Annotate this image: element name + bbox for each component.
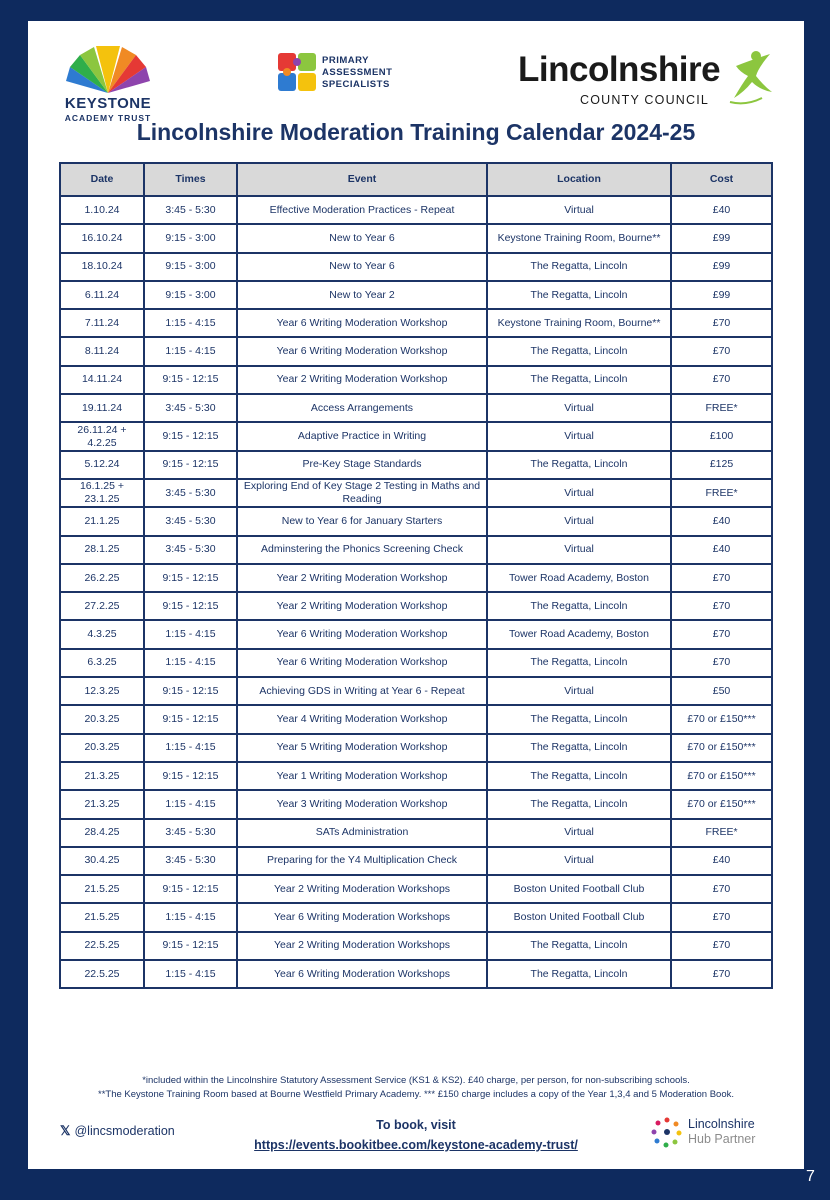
table-row xyxy=(60,932,772,960)
cell-event: Year 5 Writing Moderation Workshop xyxy=(237,734,487,762)
pas-line-1: PRIMARY xyxy=(322,55,369,66)
cell-times: 3:45 - 5:30 xyxy=(144,196,237,224)
table-row xyxy=(60,790,772,818)
hub-dots-icon xyxy=(650,1115,684,1149)
footnote-1: *included within the Lincolnshire Statutory Assessment Service (KS1 & KS2). £40 charge, per person, for non-subscribing schools. xyxy=(142,1075,690,1086)
table-row xyxy=(60,705,772,733)
cell-location: The Regatta, Lincoln xyxy=(487,734,671,762)
cell-location: Boston United Football Club xyxy=(487,903,671,931)
cell-location: Virtual xyxy=(487,677,671,705)
cell-date: 5.12.24 xyxy=(60,451,144,479)
cell-event: Year 6 Writing Moderation Workshop xyxy=(237,337,487,365)
page-title: Lincolnshire Moderation Training Calendar 2024-25 xyxy=(136,119,696,145)
cell-event: Year 4 Writing Moderation Workshop xyxy=(237,705,487,733)
cell-location: Tower Road Academy, Boston xyxy=(487,620,671,648)
cell-location: Virtual xyxy=(487,536,671,564)
cell-date: 30.4.25 xyxy=(60,847,144,875)
cell-location: Virtual xyxy=(487,196,671,224)
cell-cost: £70 xyxy=(671,932,772,960)
cell-location: The Regatta, Lincoln xyxy=(487,366,671,394)
cell-cost: £40 xyxy=(671,536,772,564)
cell-event: Year 6 Writing Moderation Workshops xyxy=(237,960,487,988)
cell-times: 9:15 - 12:15 xyxy=(144,422,237,450)
keystone-name: KEYSTONE xyxy=(64,95,152,112)
lcc-subtitle: COUNTY COUNCIL xyxy=(580,93,710,107)
keystone-logo xyxy=(58,43,158,123)
cell-location: The Regatta, Lincoln xyxy=(487,253,671,281)
cell-location: The Regatta, Lincoln xyxy=(487,762,671,790)
cell-times: 1:15 - 4:15 xyxy=(144,734,237,762)
header-location: Location xyxy=(487,163,671,196)
cell-cost: £70 xyxy=(671,649,772,677)
cell-cost: £100 xyxy=(671,422,772,450)
cell-location: Virtual xyxy=(487,394,671,422)
cell-event: Year 6 Writing Moderation Workshop xyxy=(237,649,487,677)
header-times: Times xyxy=(144,163,237,196)
cell-times: 1:15 - 4:15 xyxy=(144,649,237,677)
table-row xyxy=(60,875,772,903)
table-row xyxy=(60,394,772,422)
cell-event: New to Year 6 xyxy=(237,224,487,252)
table-row xyxy=(60,309,772,337)
training-calendar-table xyxy=(59,162,773,989)
cell-event: Preparing for the Y4 Multiplication Check xyxy=(237,847,487,875)
cell-event: Pre-Key Stage Standards xyxy=(237,451,487,479)
cell-times: 9:15 - 3:00 xyxy=(144,253,237,281)
cell-cost: £70 or £150*** xyxy=(671,734,772,762)
cell-cost: £70 or £150*** xyxy=(671,705,772,733)
table-row xyxy=(60,451,772,479)
cell-date: 20.3.25 xyxy=(60,705,144,733)
page-number: 7 xyxy=(806,1168,815,1185)
lcc-logo xyxy=(518,46,778,116)
table-row xyxy=(60,677,772,705)
cell-cost: £70 xyxy=(671,309,772,337)
table-row xyxy=(60,649,772,677)
cell-times: 9:15 - 12:15 xyxy=(144,451,237,479)
puzzle-pieces-icon xyxy=(276,51,318,95)
table-row xyxy=(60,734,772,762)
table-row xyxy=(60,253,772,281)
cell-times: 9:15 - 3:00 xyxy=(144,224,237,252)
cell-date: 26.2.25 xyxy=(60,564,144,592)
cell-times: 9:15 - 12:15 xyxy=(144,592,237,620)
table-row xyxy=(60,592,772,620)
cell-cost: £50 xyxy=(671,677,772,705)
cell-cost: FREE* xyxy=(671,394,772,422)
cell-times: 1:15 - 4:15 xyxy=(144,337,237,365)
pas-line-3: SPECIALISTS xyxy=(322,79,390,90)
cell-event: New to Year 6 xyxy=(237,253,487,281)
cell-times: 9:15 - 12:15 xyxy=(144,762,237,790)
cell-date: 19.11.24 xyxy=(60,394,144,422)
cell-location: The Regatta, Lincoln xyxy=(487,337,671,365)
cell-cost: £70 xyxy=(671,875,772,903)
cell-location: Virtual xyxy=(487,819,671,847)
pas-logo xyxy=(276,51,406,101)
cell-event: SATs Administration xyxy=(237,819,487,847)
cell-date: 28.1.25 xyxy=(60,536,144,564)
table-body xyxy=(60,196,772,988)
cell-times: 1:15 - 4:15 xyxy=(144,309,237,337)
cell-event: Access Arrangements xyxy=(237,394,487,422)
cell-times: 3:45 - 5:30 xyxy=(144,507,237,535)
booking-url-link[interactable]: https://events.bookitbee.com/keystone-academy-trust/ xyxy=(254,1138,578,1152)
cell-location: The Regatta, Lincoln xyxy=(487,705,671,733)
table-row xyxy=(60,507,772,535)
cell-location: Keystone Training Room, Bourne** xyxy=(487,224,671,252)
pas-line-2: ASSESSMENT xyxy=(322,67,393,78)
cell-event: Year 2 Writing Moderation Workshop xyxy=(237,564,487,592)
cell-cost: £70 xyxy=(671,337,772,365)
cell-times: 3:45 - 5:30 xyxy=(144,819,237,847)
cell-cost: £70 xyxy=(671,592,772,620)
cell-location: Boston United Football Club xyxy=(487,875,671,903)
x-logo-icon: 𝕏 xyxy=(60,1123,71,1138)
cell-times: 1:15 - 4:15 xyxy=(144,960,237,988)
cell-cost: £70 or £150*** xyxy=(671,790,772,818)
table-row xyxy=(60,960,772,988)
footnote-2: **The Keystone Training Room based at Bourne Westfield Primary Academy. *** £150 charge includes a copy of the Year 1,3,4 and 5 Moderation Book. xyxy=(98,1089,734,1100)
cell-date: 6.3.25 xyxy=(60,649,144,677)
cell-date: 16.1.25 + 23.1.25 xyxy=(60,479,144,507)
cell-times: 9:15 - 12:15 xyxy=(144,564,237,592)
cell-event: Adminstering the Phonics Screening Check xyxy=(237,536,487,564)
cell-cost: £70 xyxy=(671,903,772,931)
cell-date: 22.5.25 xyxy=(60,960,144,988)
cell-times: 1:15 - 4:15 xyxy=(144,790,237,818)
logo-banner xyxy=(28,21,804,121)
cell-date: 16.10.24 xyxy=(60,224,144,252)
table-row xyxy=(60,564,772,592)
cell-cost: £40 xyxy=(671,847,772,875)
cell-times: 3:45 - 5:30 xyxy=(144,847,237,875)
cell-cost: £99 xyxy=(671,281,772,309)
table-row xyxy=(60,620,772,648)
cell-event: Achieving GDS in Writing at Year 6 - Repeat xyxy=(237,677,487,705)
cell-date: 21.3.25 xyxy=(60,762,144,790)
x-handle-text: @lincsmoderation xyxy=(74,1124,175,1138)
table-row xyxy=(60,762,772,790)
cell-cost: £99 xyxy=(671,224,772,252)
cell-cost: £40 xyxy=(671,507,772,535)
cell-location: Tower Road Academy, Boston xyxy=(487,564,671,592)
cell-date: 1.10.24 xyxy=(60,196,144,224)
cell-event: Adaptive Practice in Writing xyxy=(237,422,487,450)
cell-times: 9:15 - 12:15 xyxy=(144,875,237,903)
cell-cost: FREE* xyxy=(671,479,772,507)
cell-cost: £70 or £150*** xyxy=(671,762,772,790)
header-event: Event xyxy=(237,163,487,196)
cell-location: The Regatta, Lincoln xyxy=(487,451,671,479)
cell-date: 27.2.25 xyxy=(60,592,144,620)
cell-times: 9:15 - 12:15 xyxy=(144,705,237,733)
cell-event: Year 3 Writing Moderation Workshop xyxy=(237,790,487,818)
cell-date: 22.5.25 xyxy=(60,932,144,960)
booking-label: To book, visit xyxy=(376,1118,456,1132)
cell-cost: FREE* xyxy=(671,819,772,847)
cell-event: New to Year 6 for January Starters xyxy=(237,507,487,535)
table-row xyxy=(60,281,772,309)
cell-times: 1:15 - 4:15 xyxy=(144,903,237,931)
cell-location: The Regatta, Lincoln xyxy=(487,932,671,960)
hub-line-2: Hub Partner xyxy=(688,1132,756,1146)
cell-cost: £99 xyxy=(671,253,772,281)
cell-location: The Regatta, Lincoln xyxy=(487,592,671,620)
cell-date: 7.11.24 xyxy=(60,309,144,337)
cell-cost: £70 xyxy=(671,366,772,394)
document-page xyxy=(28,21,804,1169)
cell-location: Virtual xyxy=(487,479,671,507)
cell-location: The Regatta, Lincoln xyxy=(487,649,671,677)
cell-times: 3:45 - 5:30 xyxy=(144,394,237,422)
cell-location: Virtual xyxy=(487,422,671,450)
cell-date: 6.11.24 xyxy=(60,281,144,309)
cell-date: 4.3.25 xyxy=(60,620,144,648)
table-row xyxy=(60,819,772,847)
table-row xyxy=(60,536,772,564)
table-row xyxy=(60,224,772,252)
header-cost: Cost xyxy=(671,163,772,196)
table-header-row xyxy=(60,163,772,196)
booking-info xyxy=(228,1115,604,1155)
cell-times: 9:15 - 3:00 xyxy=(144,281,237,309)
cell-date: 8.11.24 xyxy=(60,337,144,365)
cell-location: Virtual xyxy=(487,507,671,535)
cell-times: 1:15 - 4:15 xyxy=(144,620,237,648)
cell-date: 18.10.24 xyxy=(60,253,144,281)
lcc-figure-icon xyxy=(726,46,776,108)
hub-partner-logo xyxy=(650,1115,800,1155)
cell-event: Year 2 Writing Moderation Workshops xyxy=(237,932,487,960)
cell-cost: £70 xyxy=(671,960,772,988)
cell-location: Virtual xyxy=(487,847,671,875)
pas-name xyxy=(322,55,392,91)
keystone-fan-icon xyxy=(58,43,158,95)
cell-date: 21.5.25 xyxy=(60,903,144,931)
cell-event: Year 6 Writing Moderation Workshop xyxy=(237,620,487,648)
cell-location: The Regatta, Lincoln xyxy=(487,790,671,818)
cell-times: 3:45 - 5:30 xyxy=(144,479,237,507)
cell-event: New to Year 2 xyxy=(237,281,487,309)
cell-location: The Regatta, Lincoln xyxy=(487,281,671,309)
cell-date: 21.3.25 xyxy=(60,790,144,818)
cell-date: 21.5.25 xyxy=(60,875,144,903)
keystone-subtitle: ACADEMY TRUST xyxy=(64,113,152,123)
cell-date: 12.3.25 xyxy=(60,677,144,705)
cell-date: 21.1.25 xyxy=(60,507,144,535)
cell-event: Year 2 Writing Moderation Workshop xyxy=(237,366,487,394)
cell-times: 9:15 - 12:15 xyxy=(144,677,237,705)
cell-times: 3:45 - 5:30 xyxy=(144,536,237,564)
cell-event: Exploring End of Key Stage 2 Testing in Maths and Reading xyxy=(237,479,487,507)
table-row xyxy=(60,847,772,875)
cell-times: 9:15 - 12:15 xyxy=(144,366,237,394)
table-row xyxy=(60,479,772,507)
cell-times: 9:15 - 12:15 xyxy=(144,932,237,960)
cell-date: 26.11.24 + 4.2.25 xyxy=(60,422,144,450)
cell-cost: £40 xyxy=(671,196,772,224)
cell-cost: £70 xyxy=(671,620,772,648)
cell-event: Effective Moderation Practices - Repeat xyxy=(237,196,487,224)
cell-cost: £70 xyxy=(671,564,772,592)
table-row xyxy=(60,422,772,450)
cell-location: The Regatta, Lincoln xyxy=(487,960,671,988)
cell-location: Keystone Training Room, Bourne** xyxy=(487,309,671,337)
cell-event: Year 2 Writing Moderation Workshop xyxy=(237,592,487,620)
table-row xyxy=(60,903,772,931)
header-date: Date xyxy=(60,163,144,196)
cell-event: Year 6 Writing Moderation Workshop xyxy=(237,309,487,337)
lcc-name: Lincolnshire xyxy=(518,50,721,89)
footnotes xyxy=(28,1074,804,1102)
table-row xyxy=(60,337,772,365)
cell-event: Year 1 Writing Moderation Workshop xyxy=(237,762,487,790)
cell-date: 28.4.25 xyxy=(60,819,144,847)
table-row xyxy=(60,366,772,394)
hub-partner-text xyxy=(688,1117,755,1147)
hub-line-1: Lincolnshire xyxy=(688,1117,755,1131)
cell-event: Year 6 Writing Moderation Workshops xyxy=(237,903,487,931)
cell-date: 20.3.25 xyxy=(60,734,144,762)
cell-event: Year 2 Writing Moderation Workshops xyxy=(237,875,487,903)
table-row xyxy=(60,196,772,224)
x-social-link[interactable] xyxy=(60,1123,175,1139)
cell-cost: £125 xyxy=(671,451,772,479)
cell-date: 14.11.24 xyxy=(60,366,144,394)
